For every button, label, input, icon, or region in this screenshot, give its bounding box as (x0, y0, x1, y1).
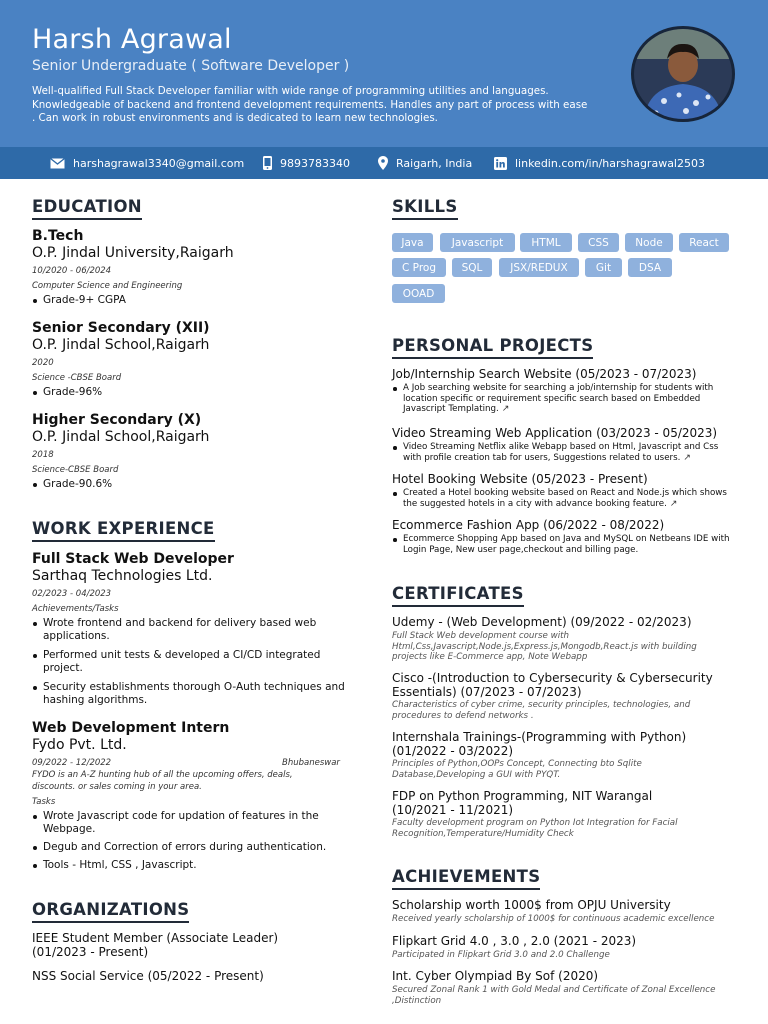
achievement-description: Received yearly scholarship of 1000$ for continuous academic excellence (392, 914, 715, 924)
education-grade: Grade-96% (32, 386, 102, 399)
header (0, 0, 768, 147)
organization-item: IEEE Student Member (Associate Leader) (01/2023 - Present) (32, 931, 279, 959)
linkedin-icon (494, 157, 507, 170)
achievement-description: Secured Zonal Rank 1 with Gold Medal and Certificate of Zonal Excellence ,Distinction (392, 985, 716, 1006)
work-heading: WORK EXPERIENCE (32, 519, 215, 542)
project-description (392, 442, 737, 463)
job-dates: 09/2022 - 12/2022 (32, 758, 112, 768)
certificate-title: FDP on Python Programming, NIT Warangal (10/2021 - 11/2021) (392, 789, 653, 817)
job-company: Sarthaq Technologies Ltd. (32, 568, 213, 584)
education-institution: O.P. Jindal University,Raigarh (32, 245, 234, 261)
job-tasks-label: Tasks (32, 797, 56, 807)
project-title: Hotel Booking Website (05/2023 - Present) (392, 472, 648, 486)
avatar (631, 26, 735, 122)
external-link-icon[interactable]: ↗ (501, 404, 510, 415)
skill-tag: C Prog (392, 258, 446, 277)
skill-tag: HTML (520, 233, 572, 252)
organizations-heading: ORGANIZATIONS (32, 900, 189, 923)
education-degree: B.Tech (32, 228, 84, 244)
job-bullet: Tools - Html, CSS , Javascript. (32, 859, 197, 872)
email-icon (50, 158, 65, 169)
achievements-heading: ACHIEVEMENTS (392, 867, 540, 890)
job-dates: 02/2023 - 04/2023 (32, 589, 112, 599)
certificate-title: Internshala Trainings-(Programming with Python) (01/2022 - 03/2022) (392, 730, 687, 758)
certificate-description: Full Stack Web development course with Html,Css,Javascript,Node.js,Express.js,Mongodb,React.js with building projects like E-Commerce app, Note Webapp (392, 631, 697, 663)
certificate-description: Characteristics of cyber crime, security principles, technologies, and procedures to defend networks . (392, 700, 691, 721)
job-location: Bhubaneswar (282, 758, 340, 768)
project-description: Ecommerce Shopping App based on Java and MySQL on Netbeans IDE with Login Page, New user page,checkout and billing page. (392, 534, 737, 555)
job-bullet: Degub and Correction of errors during authentication. (32, 841, 326, 854)
job-company-description: FYDO is an A-Z hunting hub of all the upcoming offers, deals, discounts. or sales coming in your area. (32, 770, 293, 792)
contact-location (378, 147, 472, 179)
skills-heading: SKILLS (392, 197, 458, 220)
location-pin-icon (378, 156, 388, 170)
certificates-heading: CERTIFICATES (392, 584, 524, 607)
education-institution: O.P. Jindal School,Raigarh (32, 429, 210, 445)
education-dates: 10/2020 - 06/2024 (32, 266, 112, 276)
project-description (392, 488, 737, 509)
skill-tag: JSX/REDUX (499, 258, 579, 277)
education-field: Science-CBSE Board (32, 465, 119, 475)
education-degree: Senior Secondary (XII) (32, 320, 210, 336)
education-field: Computer Science and Engineering (32, 281, 183, 291)
email-text: harshagrawal3340@gmail.com (73, 156, 245, 170)
job-bullet: Security establishments thorough O-Auth techniques and hashing algorithms. (32, 681, 352, 707)
achievement-title: Int. Cyber Olympiad By Sof (2020) (392, 969, 599, 983)
skill-tag: SQL (452, 258, 492, 277)
skill-tag: CSS (578, 233, 619, 252)
education-degree: Higher Secondary (X) (32, 412, 202, 428)
job-role: Web Development Intern (32, 720, 230, 736)
certificate-title: Cisco -(Introduction to Cybersecurity & Cybersecurity Essentials) (07/2023 - 07/2023) (392, 671, 713, 699)
candidate-subtitle: Senior Undergraduate ( Software Developer ) (32, 58, 350, 74)
location-text: Raigarh, India (396, 156, 473, 170)
contact-bar (0, 147, 768, 179)
education-institution: O.P. Jindal School,Raigarh (32, 337, 210, 353)
job-role: Full Stack Web Developer (32, 551, 234, 567)
projects-heading: PERSONAL PROJECTS (392, 336, 593, 359)
job-company: Fydo Pvt. Ltd. (32, 737, 127, 753)
skill-tag: Javascript (440, 233, 515, 252)
achievement-description: Participated in Flipkart Grid 3.0 and 2.0 Challenge (392, 950, 610, 960)
linkedin-text: linkedin.com/in/harshagrawal2503 (515, 156, 705, 170)
skill-tag: Java (392, 233, 433, 252)
skill-tag: React (679, 233, 729, 252)
job-bullet: Wrote Javascript code for updation of features in the Webpage. (32, 810, 332, 836)
project-description-text: A Job searching website for searching a job/internship for students with location specific or requirement specific search based on Embedded Javascript Templating. (403, 383, 714, 415)
job-bullet: Wrote frontend and backend for delivery based web applications. (32, 617, 332, 643)
project-description-text: Video Streaming Netflix alike Webapp based on Html, Javascript and Css with profile creation tab for users, Suggestions related to users. (403, 442, 719, 463)
project-description-text: Created a Hotel booking website based on React and Node.js which shows the suggested hotels in a city with advance booking feature. (403, 488, 727, 509)
education-dates: 2020 (32, 358, 54, 368)
summary: Well-qualified Full Stack Developer familiar with wide range of programming utilities and languages. Knowledgeable of backend and frontend development requirements. Handles any part of process with ease . Can work in robust environments and is dedicated to learn new technologies. (32, 85, 588, 124)
certificate-title: Udemy - (Web Development) (09/2022 - 02/2023) (392, 615, 692, 629)
skill-tag: DSA (628, 258, 672, 277)
skill-tag: Git (585, 258, 622, 277)
certificate-description: Principles of Python,OOPs Concept, Connecting bto Sqlite Database,Developing a GUI with PYQT. (392, 759, 642, 780)
job-tasks-label: Achievements/Tasks (32, 604, 119, 614)
skill-tag: Node (625, 233, 673, 252)
education-dates: 2018 (32, 450, 54, 460)
project-title: Ecommerce Fashion App (06/2022 - 08/2022) (392, 518, 665, 532)
contact-phone[interactable] (263, 147, 350, 179)
external-link-icon[interactable]: ↗ (683, 452, 691, 463)
education-grade: Grade-90.6% (32, 478, 112, 491)
contact-linkedin[interactable] (494, 147, 705, 179)
external-link-icon[interactable]: ↗ (669, 498, 678, 509)
education-field: Science -CBSE Board (32, 373, 122, 383)
education-grade: Grade-9+ CGPA (32, 294, 126, 307)
phone-icon (263, 156, 272, 170)
education-heading: EDUCATION (32, 197, 142, 220)
achievement-title: Scholarship worth 1000$ from OPJU University (392, 898, 671, 912)
job-bullet: Performed unit tests & developed a CI/CD integrated project. (32, 649, 332, 675)
certificate-description: Faculty development program on Python Iot Integration for Facial Recognition,Temperature/Humidity Check (392, 818, 678, 839)
phone-text: 9893783340 (280, 156, 350, 170)
organization-item: NSS Social Service (05/2022 - Present) (32, 969, 264, 983)
achievement-title: Flipkart Grid 4.0 , 3.0 , 2.0 (2021 - 2023) (392, 934, 637, 948)
contact-email[interactable] (50, 147, 244, 179)
profile-photo-icon (634, 29, 732, 119)
candidate-name: Harsh Agrawal (32, 24, 232, 55)
project-title: Video Streaming Web Application (03/2023 - 05/2023) (392, 426, 718, 440)
skill-tag: OOAD (392, 284, 445, 303)
project-title: Job/Internship Search Website (05/2023 - 07/2023) (392, 367, 697, 381)
project-description (392, 383, 732, 415)
